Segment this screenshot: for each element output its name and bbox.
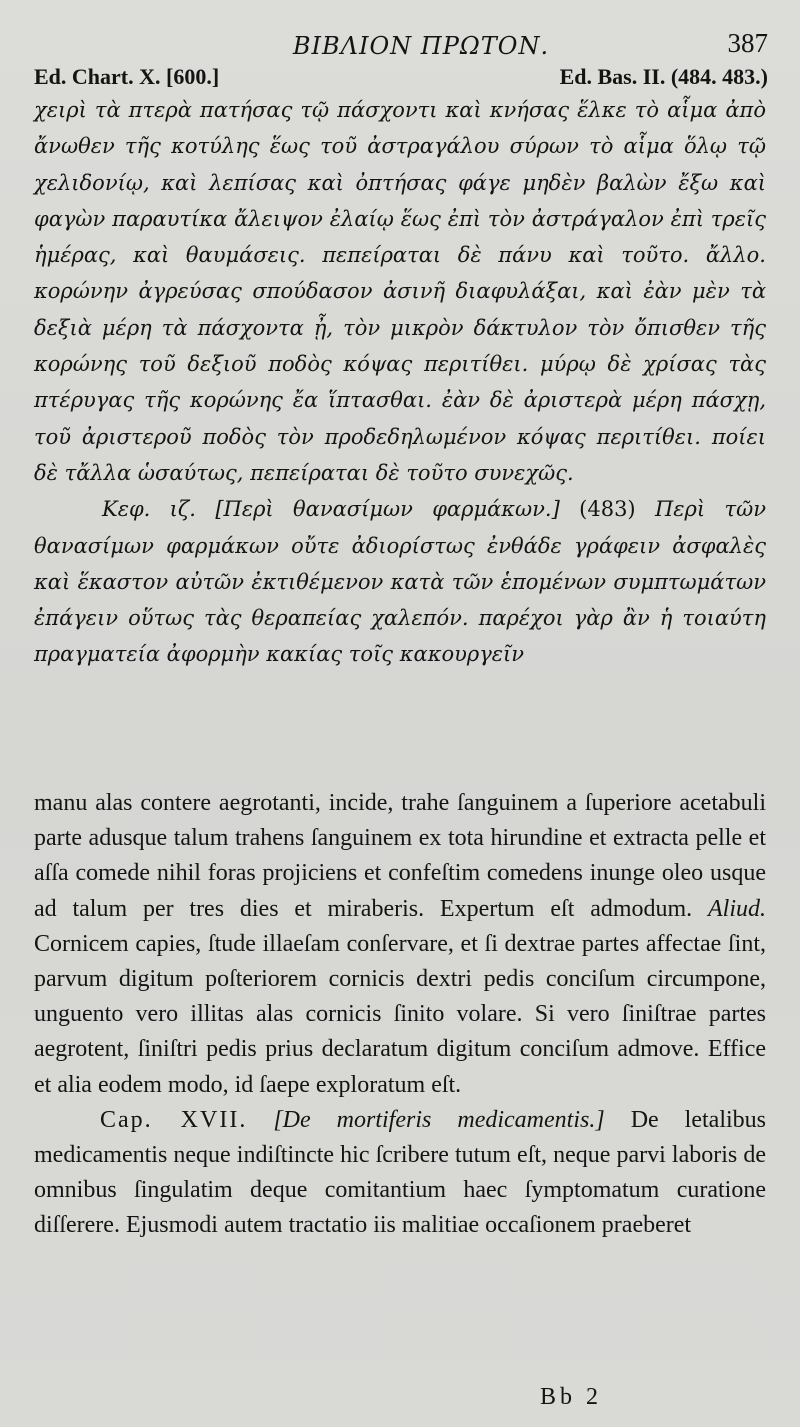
greek-chapter-ref: (483): [579, 497, 636, 522]
page-header: [34, 22, 768, 66]
latin-paragraph-1-text: manu alas contere aegrotanti, incide, trahe ſanguinem a ſuperiore acetabuli parte adusque talum trahens ſanguinem ex tota hirundine et extracta pelle et aſſa comede nihil foras projiciens et confeſtim comedens inunge oleo usque ad talum per tres dies et miraberis. Expertum eſt admodum.: [34, 790, 766, 922]
greek-paragraph-2-text: Περὶ τῶν θανασίμων φαρμάκων οὔτε ἀδιορίστως ἐνθάδε γράφειν ἀσφαλὲς καὶ ἕκαστον αὐτῶν ἐκτιθέμενον κατὰ τῶν ἑπομένων συμπτωμάτων ἐπάγειν οὕτως τὰς θεραπείας χαλεπόν. παρέχοι γὰρ ἂν ἡ τοιαύτη πραγματεία ἀφορμὴν κακίας τοῖς κακουργεῖν: [34, 497, 766, 667]
greek-chapter-paragraph: [34, 491, 766, 672]
latin-chapter-title: [De mortiferis medicamentis.]: [273, 1106, 605, 1133]
page-number: 387: [727, 28, 768, 58]
latin-paragraph-2-text: De letalibus medicamentis neque indiſtincte hic ſcribere tutum eſt, neque parvi laboris de omnibus ſingulatim deque comitantium haec ſymptomatum curatione diſſerere. Ejusmodi autem tractatio iis malitiae occaſionem praeberet: [34, 1106, 766, 1239]
greek-aliud: ἄλλο.: [705, 243, 766, 268]
greek-paragraph-1b-text: κορώνην ἀγρεύσας σπούδασον ἀσινῆ διαφυλάξαι, καὶ ἐὰν μὲν τὰ δεξιὰ μέρη τὰ πάσχοντα ᾖ, τὸν μικρὸν δάκτυλον τὸν ὄπισθεν τῆς κορώνης τοῦ δεξιοῦ ποδὸς κόψας περιτίθει. μύρῳ δὲ χρίσας τὰς πτέρυγας τῆς κορώνης ἔα ἵπτασθαι. ἐὰν δὲ ἀριστερὰ μέρη πάσχῃ, τοῦ ἀριστεροῦ ποδὸς τὸν προδεδηλωμένον κόψας περιτίθει. ποίει δὲ τἄλλα ὡσαύτως, πεπείραται δὲ τοῦτο συνεχῶς.: [34, 279, 766, 485]
latin-chapter-label: Cap. XVII.: [100, 1106, 248, 1133]
greek-paragraph-1-text: χειρὶ τὰ πτερὰ πατήσας τῷ πάσχοντι καὶ κνήσας ἕλκε τὸ αἷμα ἀπὸ ἄνωθεν τῆς κοτύλης ἕως τοῦ ἀστραγάλου σύρων τὸ αἷμα ὅλῳ τῷ χελιδονίῳ, καὶ λεπίσας καὶ ὀπτήσας φάγε μηδὲν βαλὼν ἔξω καὶ φαγὼν παραυτίκα ἄλειψον ἐλαίῳ ἕως ἐπὶ τὸν ἀστράγαλον ἐπὶ τρεῖς ἡμέρας, καὶ θαυμάσεις. πεπείραται δὲ πάνυ καὶ τοῦτο.: [34, 98, 766, 268]
edition-reference-line: [34, 64, 768, 94]
running-title: ΒΙΒΛΙΟΝ ΠΡΩΤΟΝ.: [292, 32, 550, 60]
greek-chapter-label: Κεφ. ιζ.: [102, 497, 196, 522]
greek-text-block: [34, 92, 766, 673]
latin-text-block: [34, 786, 766, 1244]
signature-mark: Bb 2: [540, 1384, 603, 1410]
latin-paragraph-1: [34, 786, 766, 1103]
latin-aliud: Aliud.: [708, 895, 767, 922]
latin-paragraph-1b-text: Cornicem capies, ſtude illaeſam conſervare, et ſi dextrae partes affectae ſint, parvum digitum poſteriorem cornicis dextri pedis conciſum circumpone, unguento vero illitas alas cornicis ſinito volare. Si vero ſiniſtrae partes aegrotent, ſiniſtri pedis prius declaratum digitum conciſum admove. Effice et alia eodem modo, id ſaepe exploratum eſt.: [34, 930, 766, 1098]
edition-bas-ref: Ed. Bas. II. (484. 483.): [559, 64, 768, 89]
edition-chart-ref: Ed. Chart. X. [600.]: [34, 64, 220, 89]
greek-paragraph-1: [34, 92, 766, 491]
latin-chapter-paragraph: [34, 1103, 766, 1244]
greek-chapter-title: [Περὶ θανασίμων φαρμάκων.]: [215, 497, 560, 522]
